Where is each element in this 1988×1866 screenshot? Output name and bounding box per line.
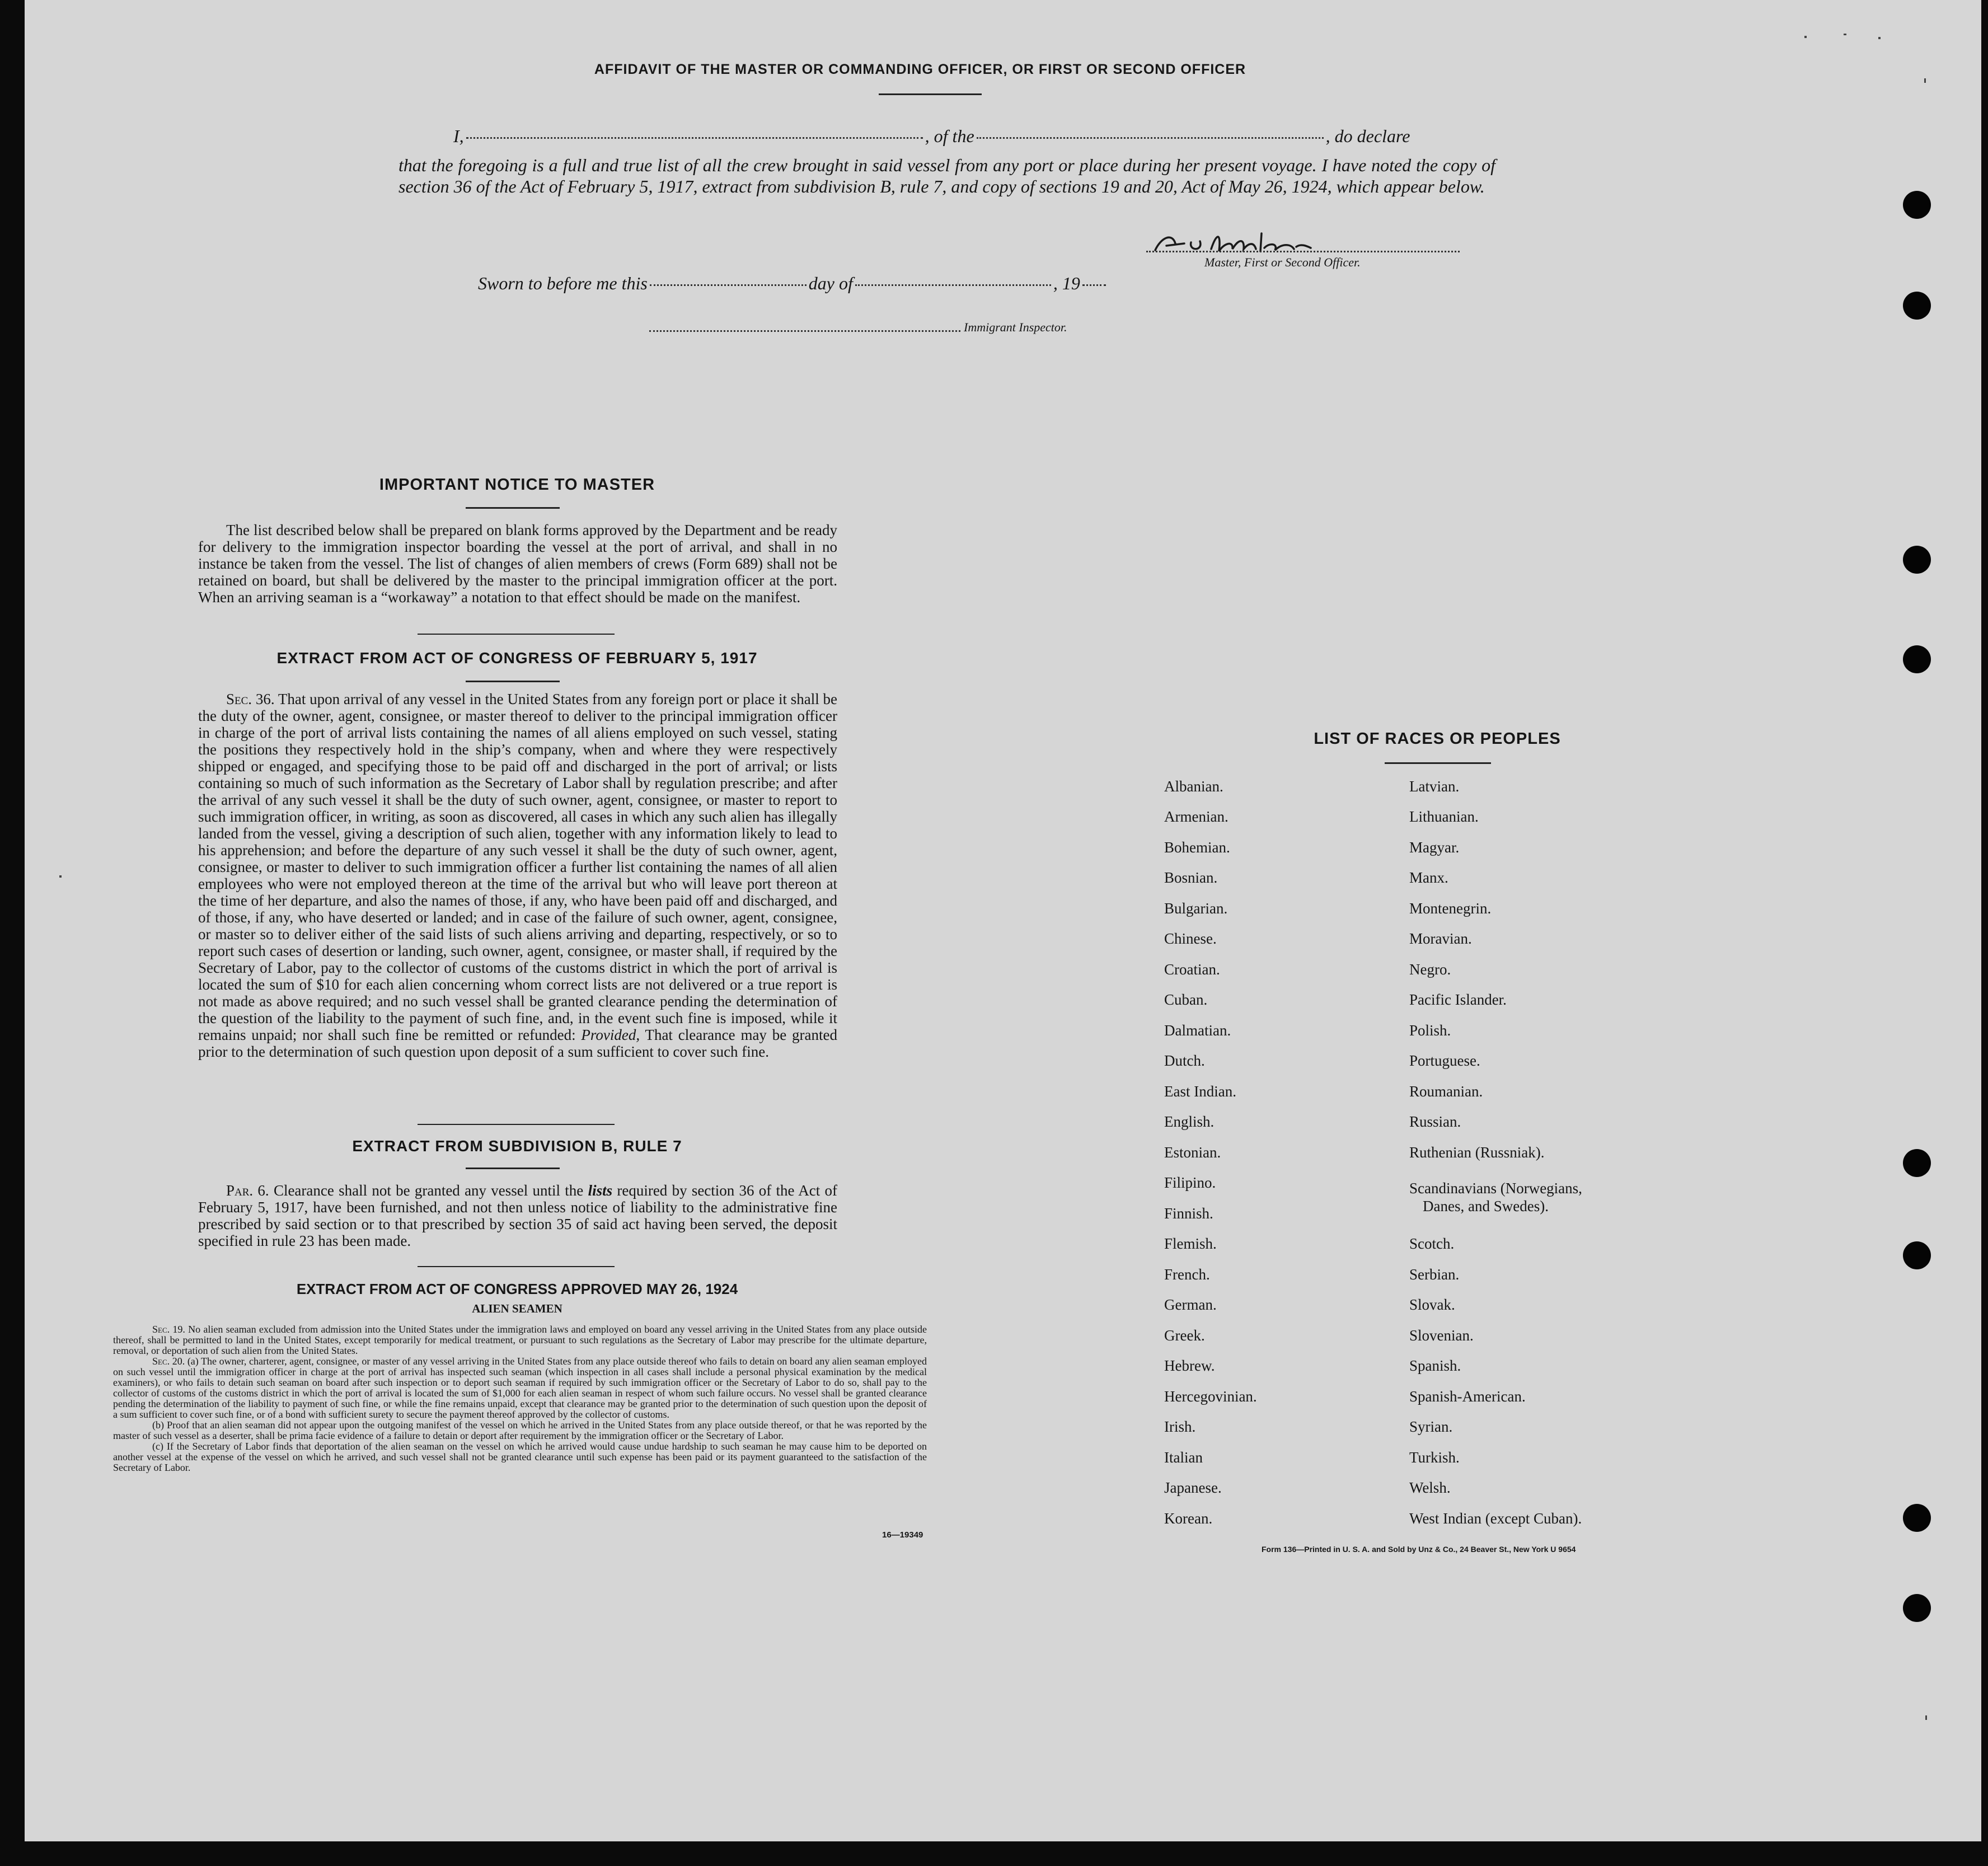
race-item: Filipino. [1164, 1174, 1216, 1191]
scan-speck [1844, 34, 1846, 35]
par-6-text-a: Clearance shall not be granted any vessel until the [273, 1182, 584, 1199]
race-item: Danes, and Swedes). [1423, 1198, 1549, 1215]
rule-7-rule [466, 1168, 560, 1169]
sworn-year-field[interactable] [1082, 284, 1106, 286]
notice-title: IMPORTANT NOTICE TO MASTER [379, 476, 655, 494]
affidavit-declaration-line [453, 126, 1410, 147]
race-item: Polish. [1409, 1022, 1451, 1039]
race-item: French. [1164, 1266, 1210, 1283]
sec-20-label: Sec. 20. [152, 1356, 185, 1367]
binder-hole [1903, 1149, 1931, 1177]
race-item: Spanish-American. [1409, 1388, 1526, 1405]
race-item: Spanish. [1409, 1357, 1461, 1374]
par-6-text-b: required by section 36 of the Act of February 5, 1917, have been furnished, and not then unless notice of liability to the administrative fine prescribed by said section or to that prescribed by section 35 of said act having been served, the deposit specified in rule 23 has been made. [198, 1182, 838, 1249]
extract-1924-text [113, 1324, 927, 1473]
sec-20b-text: (b) Proof that an alien seaman did not appear upon the outgoing manifest of the vessel on which he arrived in the United States from any place outside thereof, or that he was reported by the master of such vessel as a deserter, shall be prima facie evidence of a failure to detain or deport after requirement by the immigration officer or the Secretary of Labor. [113, 1419, 927, 1441]
race-item: Slovak. [1409, 1296, 1455, 1313]
scan-speck [1804, 36, 1807, 38]
sec-20c-text: (c) If the Secretary of Labor finds that deportation of the alien seaman on the vessel on which he arrived would cause undue hardship to such seaman he may cause him to be deported on another vessel at the expense of the vessel on which he arrived, and such vessel shall not be granted clearance until such expense has been paid or its payment guaranteed to the satisfaction of the Secretary of Labor. [113, 1441, 927, 1473]
race-item: Finnish. [1164, 1205, 1213, 1222]
race-item: Welsh. [1409, 1479, 1451, 1496]
binder-hole [1903, 1241, 1931, 1269]
signature-caption: Master, First or Second Officer. [1204, 255, 1361, 269]
race-item: Flemish. [1164, 1235, 1217, 1252]
race-item: Turkish. [1409, 1449, 1460, 1466]
race-item: Negro. [1409, 961, 1451, 978]
provided-word: Provided, [581, 1026, 640, 1043]
race-item: Croatian. [1164, 961, 1220, 978]
race-item: Cuban. [1164, 991, 1208, 1008]
par-6-label: Par. 6. [226, 1182, 269, 1199]
inspector-line [647, 319, 963, 340]
race-item: Estonian. [1164, 1144, 1221, 1161]
race-item: East Indian. [1164, 1083, 1236, 1100]
races-title: LIST OF RACES OR PEOPLES [1314, 730, 1561, 748]
binder-hole [1903, 1594, 1931, 1622]
inspector-signature-field[interactable] [649, 330, 960, 332]
rule-7-text [198, 1182, 837, 1249]
race-item: Ruthenian (Russniak). [1409, 1144, 1545, 1161]
race-item: Greek. [1164, 1327, 1205, 1344]
inspector-caption: Immigrant Inspector. [964, 320, 1067, 334]
binder-hole [1903, 191, 1931, 219]
year-label: , 19 [1053, 273, 1080, 293]
affidavit-statement: that the foregoing is a full and true list of all the crew brought in said vessel from any port or place during her present voyage. I have noted the copy of section 36 of the Act of February 5, 1917, extract from subdivision B, rule 7, and copy of sections 19 and 20, Act of May 26, 1924, which appear below. [398, 155, 1495, 196]
title-rule [879, 93, 982, 95]
race-item: Portuguese. [1409, 1052, 1480, 1069]
race-item: Dalmatian. [1164, 1022, 1231, 1039]
notice-paragraph: The list described below shall be prepared on blank forms approved by the Department and be ready for delivery to the immigration inspector boarding the vessel at the port of arrival, and shall in no instance be taken from the vessel. The list of changes of alien members of crews (Form 689) shall not be retained on board, but shall be delivered by the master to the principal immigration officer at the port. When an arriving seaman is a “workaway” a notation to that effect should be made on the manifest. [198, 522, 837, 606]
section-divider [418, 1266, 615, 1267]
sec-19-text: No alien seaman excluded from admission into the United States under the immigration laws and employed on board any vessel arriving in the United States from any place outside thereof, shall be permitted to land in the United States, except temporarily for medical treatment, or pursuant to such regulations as the Secretary of Labor may prescribe for the ultimate departure, removal, or deportation of such alien from the United States. [113, 1324, 927, 1356]
notice-rule [466, 507, 560, 509]
signature-field[interactable] [1146, 251, 1460, 252]
race-item: German. [1164, 1296, 1217, 1313]
scan-speck [1924, 78, 1926, 83]
scan-speck [1925, 1715, 1927, 1720]
race-item: Albanian. [1164, 778, 1223, 795]
race-item: English. [1164, 1113, 1215, 1130]
race-item: Hebrew. [1164, 1357, 1215, 1374]
rule-7-title: EXTRACT FROM SUBDIVISION B, RULE 7 [352, 1137, 682, 1155]
of-the-label: , of the [925, 126, 974, 146]
binder-hole [1903, 546, 1931, 574]
race-item: Syrian. [1409, 1418, 1453, 1435]
vessel-name-field[interactable] [977, 137, 1324, 139]
race-item: Bosnian. [1164, 869, 1218, 886]
race-item: Montenegrin. [1409, 900, 1492, 917]
extract-1917-text [198, 691, 837, 1060]
sworn-prefix: Sworn to before me this [478, 273, 648, 293]
extract-1924-subtitle: ALIEN SEAMEN [472, 1302, 562, 1315]
declare-label: , do declare [1325, 126, 1410, 146]
section-divider [418, 634, 615, 635]
sec-36-label: Sec. 36. [226, 691, 275, 707]
race-item: Bulgarian. [1164, 900, 1228, 917]
sec-20a-text: (a) The owner, charterer, agent, consignee, or master of any vessel arriving in the United States from any place outside thereof who fails to detain on board any alien seaman employed on such vessel until the immigration officer in charge at the port of arrival has inspected such seaman (which inspection in all cases shall include a personal physical examination by the medical examiners), or who fails to detain such seaman on board after such inspection or to deport such seaman if required by such immigration officer or the Secretary of Labor to do so, shall pay to the collector of customs of the customs district in which the port of arrival is located the sum of $1,000 for each alien seaman in respect of whom such failure occurs. No vessel shall be granted clearance pending the determination of the liability to payment of such fine, or while the fine remains unpaid, except that clearance may be granted prior to the determination of such question upon the deposit of a sum sufficient to cover such fine, or of a bond with sufficient surety to secure the payment thereof approved by the collector of customs. [113, 1356, 927, 1420]
race-item: Chinese. [1164, 930, 1217, 947]
form-page [25, 0, 1981, 1841]
declarant-name-field[interactable] [466, 137, 923, 139]
race-item: Italian [1164, 1449, 1203, 1466]
binder-hole [1903, 292, 1931, 320]
race-item: Serbian. [1409, 1266, 1460, 1283]
sec-36-text-end: That clearance may be granted prior to the determination of such question upon deposit of a sum sufficient to cover such fine. [198, 1026, 837, 1060]
form-imprint: Form 136—Printed in U. S. A. and Sold by Unz & Co., 24 Beaver St., New York U 9654 [1262, 1545, 1576, 1554]
race-item: Scotch. [1409, 1235, 1455, 1252]
race-item: Manx. [1409, 869, 1448, 886]
notice-text [198, 522, 837, 606]
race-item: Latvian. [1409, 778, 1460, 795]
race-item: Japanese. [1164, 1479, 1222, 1496]
race-item: Korean. [1164, 1510, 1213, 1527]
sec-19-label: Sec. 19. [152, 1324, 185, 1335]
extract-1917-title: EXTRACT FROM ACT OF CONGRESS OF FEBRUARY 5, 1917 [276, 649, 758, 667]
race-item: Pacific Islander. [1409, 991, 1507, 1008]
race-item: Magyar. [1409, 839, 1460, 856]
races-rule [1385, 762, 1491, 764]
race-item: Russian. [1409, 1113, 1461, 1130]
race-item: Bohemian. [1164, 839, 1230, 856]
extract-1924-title: EXTRACT FROM ACT OF CONGRESS APPROVED MAY 26, 1924 [296, 1281, 738, 1297]
race-item: Roumanian. [1409, 1083, 1483, 1100]
race-item: Scandinavians (Norwegians, [1409, 1180, 1582, 1197]
binder-hole [1903, 1504, 1931, 1532]
race-item: Irish. [1164, 1418, 1196, 1435]
day-of-label: day of [808, 273, 853, 293]
race-item: Lithuanian. [1409, 808, 1479, 825]
sec-36-text: That upon arrival of any vessel in the United States from any foreign port or place it shall be the duty of the owner, agent, consignee, or master thereof to deliver to the principal immigration officer in charge of the port of arrival lists containing the names of all aliens employed on such vessel, stating the positions they respectively hold in the ship’s company, when and where they were respectively shipped or engaged, and specifying those to be paid off and discharged in the port of arrival; or lists containing so much of such information as the Secretary of Labor shall by regulation prescribe; and after the arrival of any such vessel it shall be the duty of such owner, agent, consignee, or master to report to such immigration officer, in writing, as soon as discovered, all cases in which any such alien has illegally landed from the vessel, giving a description of such alien, together with any information likely to lead to his apprehension; and before the departure of any such vessel it shall be the duty of such owner, agent, consignee, or master to deliver to such immigration officer a further list containing the names of all alien employees who were not employed thereon at the time of the arrival but who will leave port thereon at the time of her departure, and also the names of those, if any, who have been paid off and discharged, and of those, if any, who have deserted or landed; and in case of the failure of such owner, agent, consignee, or master so to deliver either of the said lists of such aliens arriving and departing, respectively, or so to report such cases of desertion or landing, such owner, agent, consignee, or master shall, if required by the Secretary of Labor, pay to the collector of customs of the customs district in which the port of arrival is located the sum of $10 for each alien concerning whom correct lists are not delivered or a true report is not made as above required; and no such vessel shall be granted clearance pending the determination of the question of the liability to the payment of such fine, and, in the event such fine is imposed, while it remains unpaid; nor shall such fine be remitted or refunded: [198, 691, 838, 1043]
race-item: Armenian. [1164, 808, 1229, 825]
race-item: West Indian (except Cuban). [1409, 1510, 1582, 1527]
sworn-month-field[interactable] [855, 284, 1051, 286]
race-item: Hercegovinian. [1164, 1388, 1257, 1405]
affidavit-title: AFFIDAVIT OF THE MASTER OR COMMANDING OFFICER, OR FIRST OR SECOND OFFICER [594, 62, 1246, 77]
race-item: Slovenian. [1409, 1327, 1474, 1344]
section-divider [418, 1124, 615, 1125]
extract-1917-rule [466, 681, 560, 682]
declarant-prefix: I, [453, 126, 464, 146]
scan-speck [59, 875, 62, 878]
extract-1924-code: 16—19349 [882, 1530, 923, 1540]
binder-hole [1903, 645, 1931, 673]
race-item: Dutch. [1164, 1052, 1205, 1069]
lists-word: lists [588, 1182, 613, 1199]
scan-speck [1878, 37, 1881, 39]
sworn-day-field[interactable] [650, 284, 807, 286]
sworn-line [478, 273, 1108, 294]
race-item: Moravian. [1409, 930, 1472, 947]
